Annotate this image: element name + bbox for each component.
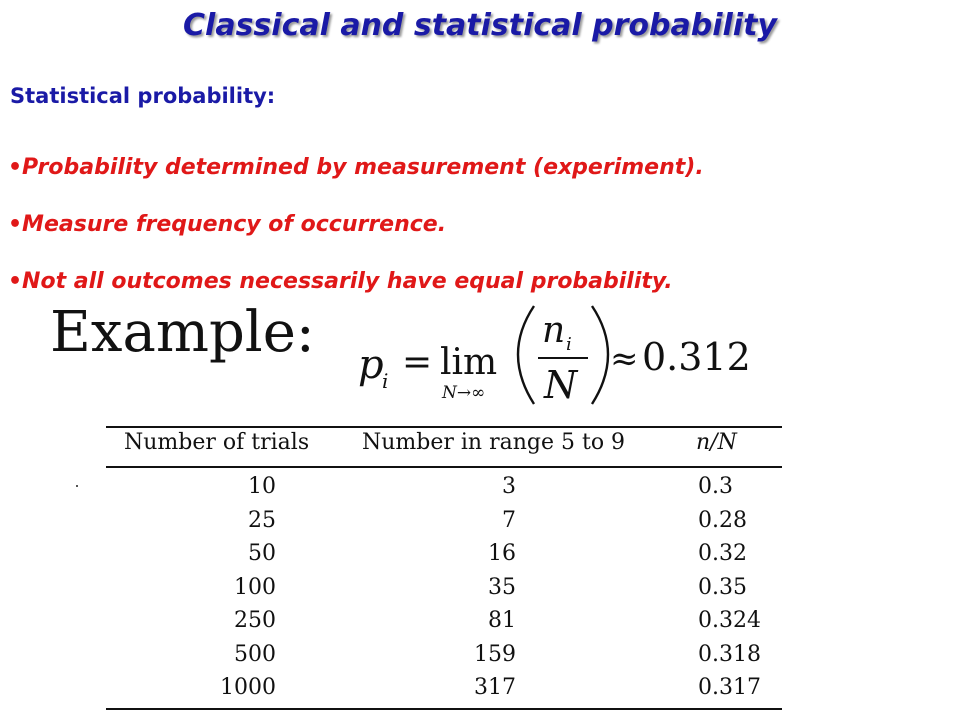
cell-range-count: 159	[474, 641, 516, 667]
cell-trials: 50	[248, 541, 276, 566]
table-top-rule	[106, 426, 782, 428]
cell-range-count: 317	[474, 675, 516, 700]
example-label: Example:	[50, 300, 315, 365]
table-row	[106, 474, 782, 508]
right-paren	[592, 306, 608, 404]
probability-formula	[352, 298, 762, 410]
cell-range-count: 7	[502, 507, 516, 533]
cell-ratio: 0.317	[698, 675, 761, 700]
cell-trials: 500	[234, 641, 276, 667]
table-row	[106, 608, 782, 642]
bullet-item: •Not all outcomes necessarily have equal probability.	[8, 269, 673, 294]
cell-ratio: 0.35	[698, 574, 747, 600]
table-row	[106, 642, 782, 676]
formula-numerator-subscript: i	[566, 334, 572, 355]
cell-range-count: 81	[488, 608, 516, 633]
table-row	[106, 541, 782, 575]
formula-value: 0.312	[642, 335, 751, 379]
cell-trials: 25	[248, 507, 276, 533]
cell-trials: 1000	[220, 675, 276, 700]
bullet-item: •Probability determined by measurement (experiment).	[8, 155, 704, 180]
formula-lhs: p	[358, 342, 384, 388]
formula-equals: =	[402, 342, 433, 383]
formula-lhs-subscript: i	[382, 369, 389, 393]
formula-approx: ≈	[610, 339, 639, 379]
cell-range-count: 3	[502, 474, 516, 499]
section-heading: Statistical probability:	[10, 84, 276, 108]
cell-ratio: 0.32	[698, 541, 747, 566]
cell-range-count: 16	[488, 541, 516, 566]
cell-ratio: 0.3	[698, 474, 733, 499]
formula-limit: N→∞	[442, 383, 486, 403]
bullet-item: •Measure frequency of occurrence.	[8, 212, 447, 237]
header-trials: Number of trials	[124, 430, 310, 455]
header-ratio: n/N	[696, 430, 737, 455]
cell-ratio: 0.318	[698, 641, 761, 667]
cell-range-count: 35	[488, 574, 516, 600]
table-row	[106, 508, 782, 542]
cell-trials: 250	[234, 608, 276, 633]
formula-numerator: n	[542, 310, 566, 351]
table-row	[106, 575, 782, 609]
left-paren	[518, 306, 534, 404]
stray-dot	[76, 485, 78, 487]
table-header-rule	[106, 466, 782, 468]
cell-ratio: 0.324	[698, 608, 761, 633]
formula-lim: lim	[440, 342, 498, 383]
formula-denominator: N	[544, 363, 578, 407]
cell-trials: 10	[248, 474, 276, 499]
table-row	[106, 675, 782, 709]
header-range-count: Number in range 5 to 9	[362, 430, 626, 455]
cell-ratio: 0.28	[698, 507, 747, 533]
cell-trials: 100	[234, 574, 276, 600]
slide-title: Classical and statistical probability	[183, 8, 777, 43]
table-bottom-rule	[106, 708, 782, 710]
